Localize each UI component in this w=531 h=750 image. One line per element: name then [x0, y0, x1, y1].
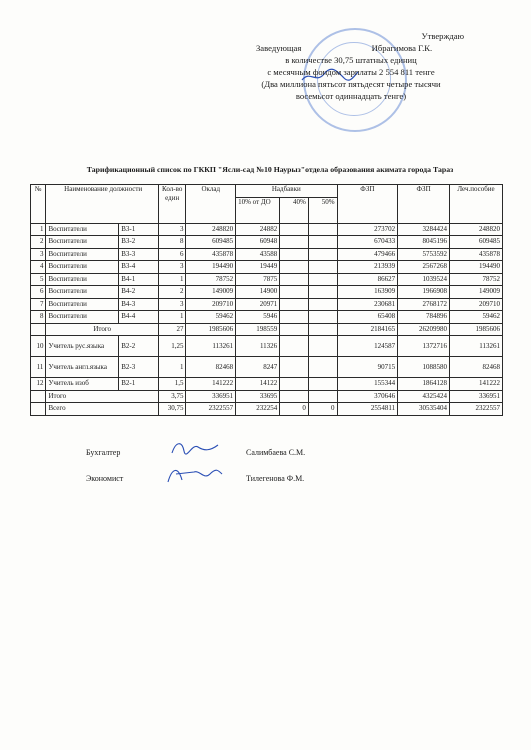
- row-pct10: 11326: [236, 336, 280, 357]
- row-number: 8: [31, 311, 46, 324]
- row-fzp-annual: 2768172: [398, 298, 450, 311]
- table-row: [31, 223, 503, 236]
- economist-role: Экономист: [86, 474, 124, 483]
- row-number: 2: [31, 236, 46, 249]
- row-salary: 609485: [186, 236, 236, 249]
- approval-line-4: с месячным фондом зарплаты 2 554 811 тенге: [267, 67, 435, 77]
- row-benefit: 78752: [450, 273, 503, 286]
- row-number: 5: [31, 273, 46, 286]
- row-number: 12: [31, 378, 46, 391]
- row-pct40: [280, 248, 309, 261]
- total-benefit: 2322557: [450, 403, 503, 416]
- row-category: В3-3: [119, 248, 159, 261]
- table-row: [31, 286, 503, 299]
- row-position: Воспитатели: [46, 286, 119, 299]
- row-pct10: 5946: [236, 311, 280, 324]
- grand-total-row: [31, 403, 503, 416]
- total-fzp-annual: 30535404: [398, 403, 450, 416]
- table-row: [31, 248, 503, 261]
- subtotal-label: Итого: [46, 323, 158, 336]
- total-pct10: 232254: [236, 403, 280, 416]
- header-count: Кол-во един: [158, 185, 186, 224]
- row-salary: 209710: [186, 298, 236, 311]
- row-benefit: 141222: [450, 378, 503, 391]
- row-salary: 78752: [186, 273, 236, 286]
- row-fzp-monthly: 213939: [337, 261, 398, 274]
- header-position: Наименование должности: [46, 185, 158, 224]
- row-salary: 149009: [186, 286, 236, 299]
- subtotal-fzp-monthly: 2184165: [337, 323, 398, 336]
- subtotal-fzp-monthly: 370646: [337, 390, 398, 403]
- row-pct50: [308, 223, 337, 236]
- row-count: 6: [158, 248, 186, 261]
- row-number: 1: [31, 223, 46, 236]
- total-count: 30,75: [158, 403, 186, 416]
- row-position: Учитель англ.языка: [46, 357, 119, 378]
- header-pct40: 40%: [280, 197, 309, 223]
- row-fzp-annual: 2567268: [398, 261, 450, 274]
- subtotal-row: [31, 323, 503, 336]
- table-body-teachers: [31, 336, 503, 391]
- row-pct40: [280, 236, 309, 249]
- row-pct50: [308, 286, 337, 299]
- header-pct50: 50%: [308, 197, 337, 223]
- row-pct50: [308, 298, 337, 311]
- row-pct40: [280, 261, 309, 274]
- row-category: В2-1: [119, 378, 159, 391]
- header-fzp-annual: ФЗП: [398, 185, 450, 224]
- row-count: 1: [158, 273, 186, 286]
- table-row: [31, 336, 503, 357]
- subtotal-count: 27: [158, 323, 186, 336]
- row-pct10: 43588: [236, 248, 280, 261]
- row-fzp-monthly: 124587: [337, 336, 398, 357]
- subtotal-salary: 1985606: [186, 323, 236, 336]
- row-number: 6: [31, 286, 46, 299]
- row-position: Учитель изоб: [46, 378, 119, 391]
- row-pct50: [308, 336, 337, 357]
- row-benefit: 113261: [450, 336, 503, 357]
- row-count: 1: [158, 357, 186, 378]
- row-salary: 194490: [186, 261, 236, 274]
- row-pct10: 19449: [236, 261, 280, 274]
- row-position: Воспитатели: [46, 261, 119, 274]
- row-benefit: 194490: [450, 261, 503, 274]
- row-fzp-annual: 1864128: [398, 378, 450, 391]
- approval-line-3: в количестве 30,75 штатных единиц: [285, 55, 417, 65]
- row-category: В4-4: [119, 311, 159, 324]
- total-label: Всего: [46, 403, 158, 416]
- row-position: Воспитатели: [46, 298, 119, 311]
- row-category: В4-3: [119, 298, 159, 311]
- row-pct50: [308, 236, 337, 249]
- header-allowances: Надбавки: [236, 185, 337, 198]
- row-pct40: [280, 378, 309, 391]
- row-fzp-annual: 784896: [398, 311, 450, 324]
- row-position: Воспитатели: [46, 223, 119, 236]
- row-category: В3-2: [119, 236, 159, 249]
- row-count: 3: [158, 298, 186, 311]
- row-pct10: 60948: [236, 236, 280, 249]
- row-benefit: 82468: [450, 357, 503, 378]
- row-pct50: [308, 261, 337, 274]
- row-fzp-annual: 8045196: [398, 236, 450, 249]
- row-benefit: 609485: [450, 236, 503, 249]
- approval-block: [236, 30, 466, 102]
- row-pct40: [280, 311, 309, 324]
- table-row: [31, 273, 503, 286]
- row-fzp-monthly: 65408: [337, 311, 398, 324]
- approval-line-1: Утверждаю: [421, 31, 464, 41]
- row-position: Воспитатели: [46, 273, 119, 286]
- approval-line-5: (Два миллиона пятьсот пятьдесят четыре тысячи: [261, 79, 441, 89]
- subtotal-row: [31, 390, 503, 403]
- table-row: [31, 261, 503, 274]
- table-row: [31, 357, 503, 378]
- total-fzp-monthly: 2554811: [337, 403, 398, 416]
- total-pct40: 0: [280, 403, 309, 416]
- subtotal-benefit: 1985606: [450, 323, 503, 336]
- row-pct50: [308, 357, 337, 378]
- row-pct40: [280, 223, 309, 236]
- subtotal-count: 3,75: [158, 390, 186, 403]
- row-fzp-monthly: 230681: [337, 298, 398, 311]
- accountant-role: Бухгалтер: [86, 448, 121, 457]
- row-count: 2: [158, 286, 186, 299]
- approval-director-name: Ибрагимова Г.К.: [371, 43, 433, 53]
- row-fzp-monthly: 163909: [337, 286, 398, 299]
- document-title: Тарификационный список по ГККП "Ясли-сад №10 Наурыз"отдела образования акимата города Тараз: [86, 165, 454, 174]
- table-row: [31, 236, 503, 249]
- row-salary: 435878: [186, 248, 236, 261]
- row-category: В4-2: [119, 286, 159, 299]
- subtotal-salary: 336951: [186, 390, 236, 403]
- row-fzp-annual: 5753592: [398, 248, 450, 261]
- row-pct40: [280, 298, 309, 311]
- row-number: 3: [31, 248, 46, 261]
- row-fzp-annual: 1039524: [398, 273, 450, 286]
- table-row: [31, 311, 503, 324]
- row-fzp-monthly: 273702: [337, 223, 398, 236]
- row-fzp-monthly: 670433: [337, 236, 398, 249]
- row-category: В4-1: [119, 273, 159, 286]
- subtotal-pct10: 33695: [236, 390, 280, 403]
- row-pct10: 7875: [236, 273, 280, 286]
- accountant-name: Салимбаева С.М.: [246, 448, 306, 457]
- header-num: №: [31, 185, 46, 224]
- row-pct10: 8247: [236, 357, 280, 378]
- row-benefit: 149009: [450, 286, 503, 299]
- row-category: В3-4: [119, 261, 159, 274]
- row-position: Воспитатели: [46, 248, 119, 261]
- approval-line-2: [236, 42, 466, 54]
- row-pct10: 20971: [236, 298, 280, 311]
- row-position: Учитель рус.языка: [46, 336, 119, 357]
- row-fzp-annual: 1088580: [398, 357, 450, 378]
- row-category: В2-3: [119, 357, 159, 378]
- subtotal-fzp-annual: 26209980: [398, 323, 450, 336]
- table-row: [31, 298, 503, 311]
- total-pct50: 0: [308, 403, 337, 416]
- row-pct10: 14900: [236, 286, 280, 299]
- row-position: Воспитатели: [46, 236, 119, 249]
- subtotal-pct10: 198559: [236, 323, 280, 336]
- tariff-table: [30, 184, 503, 416]
- row-count: 1,5: [158, 378, 186, 391]
- row-category: В3-1: [119, 223, 159, 236]
- row-pct10: 14122: [236, 378, 280, 391]
- row-pct40: [280, 357, 309, 378]
- row-fzp-monthly: 90715: [337, 357, 398, 378]
- subtotal-label: Итого: [46, 390, 158, 403]
- row-count: 3: [158, 261, 186, 274]
- row-count: 1,25: [158, 336, 186, 357]
- accountant-signature: [170, 437, 220, 459]
- row-number: 11: [31, 357, 46, 378]
- row-fzp-monthly: 479466: [337, 248, 398, 261]
- row-number: 4: [31, 261, 46, 274]
- row-fzp-annual: 1372716: [398, 336, 450, 357]
- row-count: 3: [158, 223, 186, 236]
- row-benefit: 435878: [450, 248, 503, 261]
- row-salary: 113261: [186, 336, 236, 357]
- header-pct10: 10% от ДО: [236, 197, 280, 223]
- row-number: 10: [31, 336, 46, 357]
- header-benefit: Леч.пособие: [450, 185, 503, 224]
- approval-line-6: восемьсот одиннадцать тенге): [295, 91, 407, 101]
- row-number: 7: [31, 298, 46, 311]
- row-position: Воспитатели: [46, 311, 119, 324]
- total-salary: 2322557: [186, 403, 236, 416]
- economist-name: Тилегенова Ф.М.: [246, 474, 305, 483]
- table-body-educators: [31, 223, 503, 323]
- row-pct50: [308, 273, 337, 286]
- row-pct50: [308, 378, 337, 391]
- row-pct40: [280, 286, 309, 299]
- approval-position: Заведующая: [256, 43, 302, 53]
- subtotal-fzp-annual: 4325424: [398, 390, 450, 403]
- header-salary: Оклад: [186, 185, 236, 224]
- row-fzp-annual: 3284424: [398, 223, 450, 236]
- row-fzp-monthly: 86627: [337, 273, 398, 286]
- row-pct10: 24882: [236, 223, 280, 236]
- row-salary: 141222: [186, 378, 236, 391]
- row-pct40: [280, 336, 309, 357]
- row-benefit: 248820: [450, 223, 503, 236]
- row-count: 8: [158, 236, 186, 249]
- row-category: В2-2: [119, 336, 159, 357]
- table-row: [31, 378, 503, 391]
- row-fzp-annual: 1966908: [398, 286, 450, 299]
- row-benefit: 209710: [450, 298, 503, 311]
- row-salary: 248820: [186, 223, 236, 236]
- row-salary: 82468: [186, 357, 236, 378]
- row-fzp-monthly: 155344: [337, 378, 398, 391]
- row-salary: 59462: [186, 311, 236, 324]
- row-pct50: [308, 248, 337, 261]
- row-count: 1: [158, 311, 186, 324]
- subtotal-benefit: 336951: [450, 390, 503, 403]
- header-fzp-monthly: ФЗП: [337, 185, 398, 224]
- economist-signature: [164, 462, 224, 488]
- row-pct40: [280, 273, 309, 286]
- row-pct50: [308, 311, 337, 324]
- row-benefit: 59462: [450, 311, 503, 324]
